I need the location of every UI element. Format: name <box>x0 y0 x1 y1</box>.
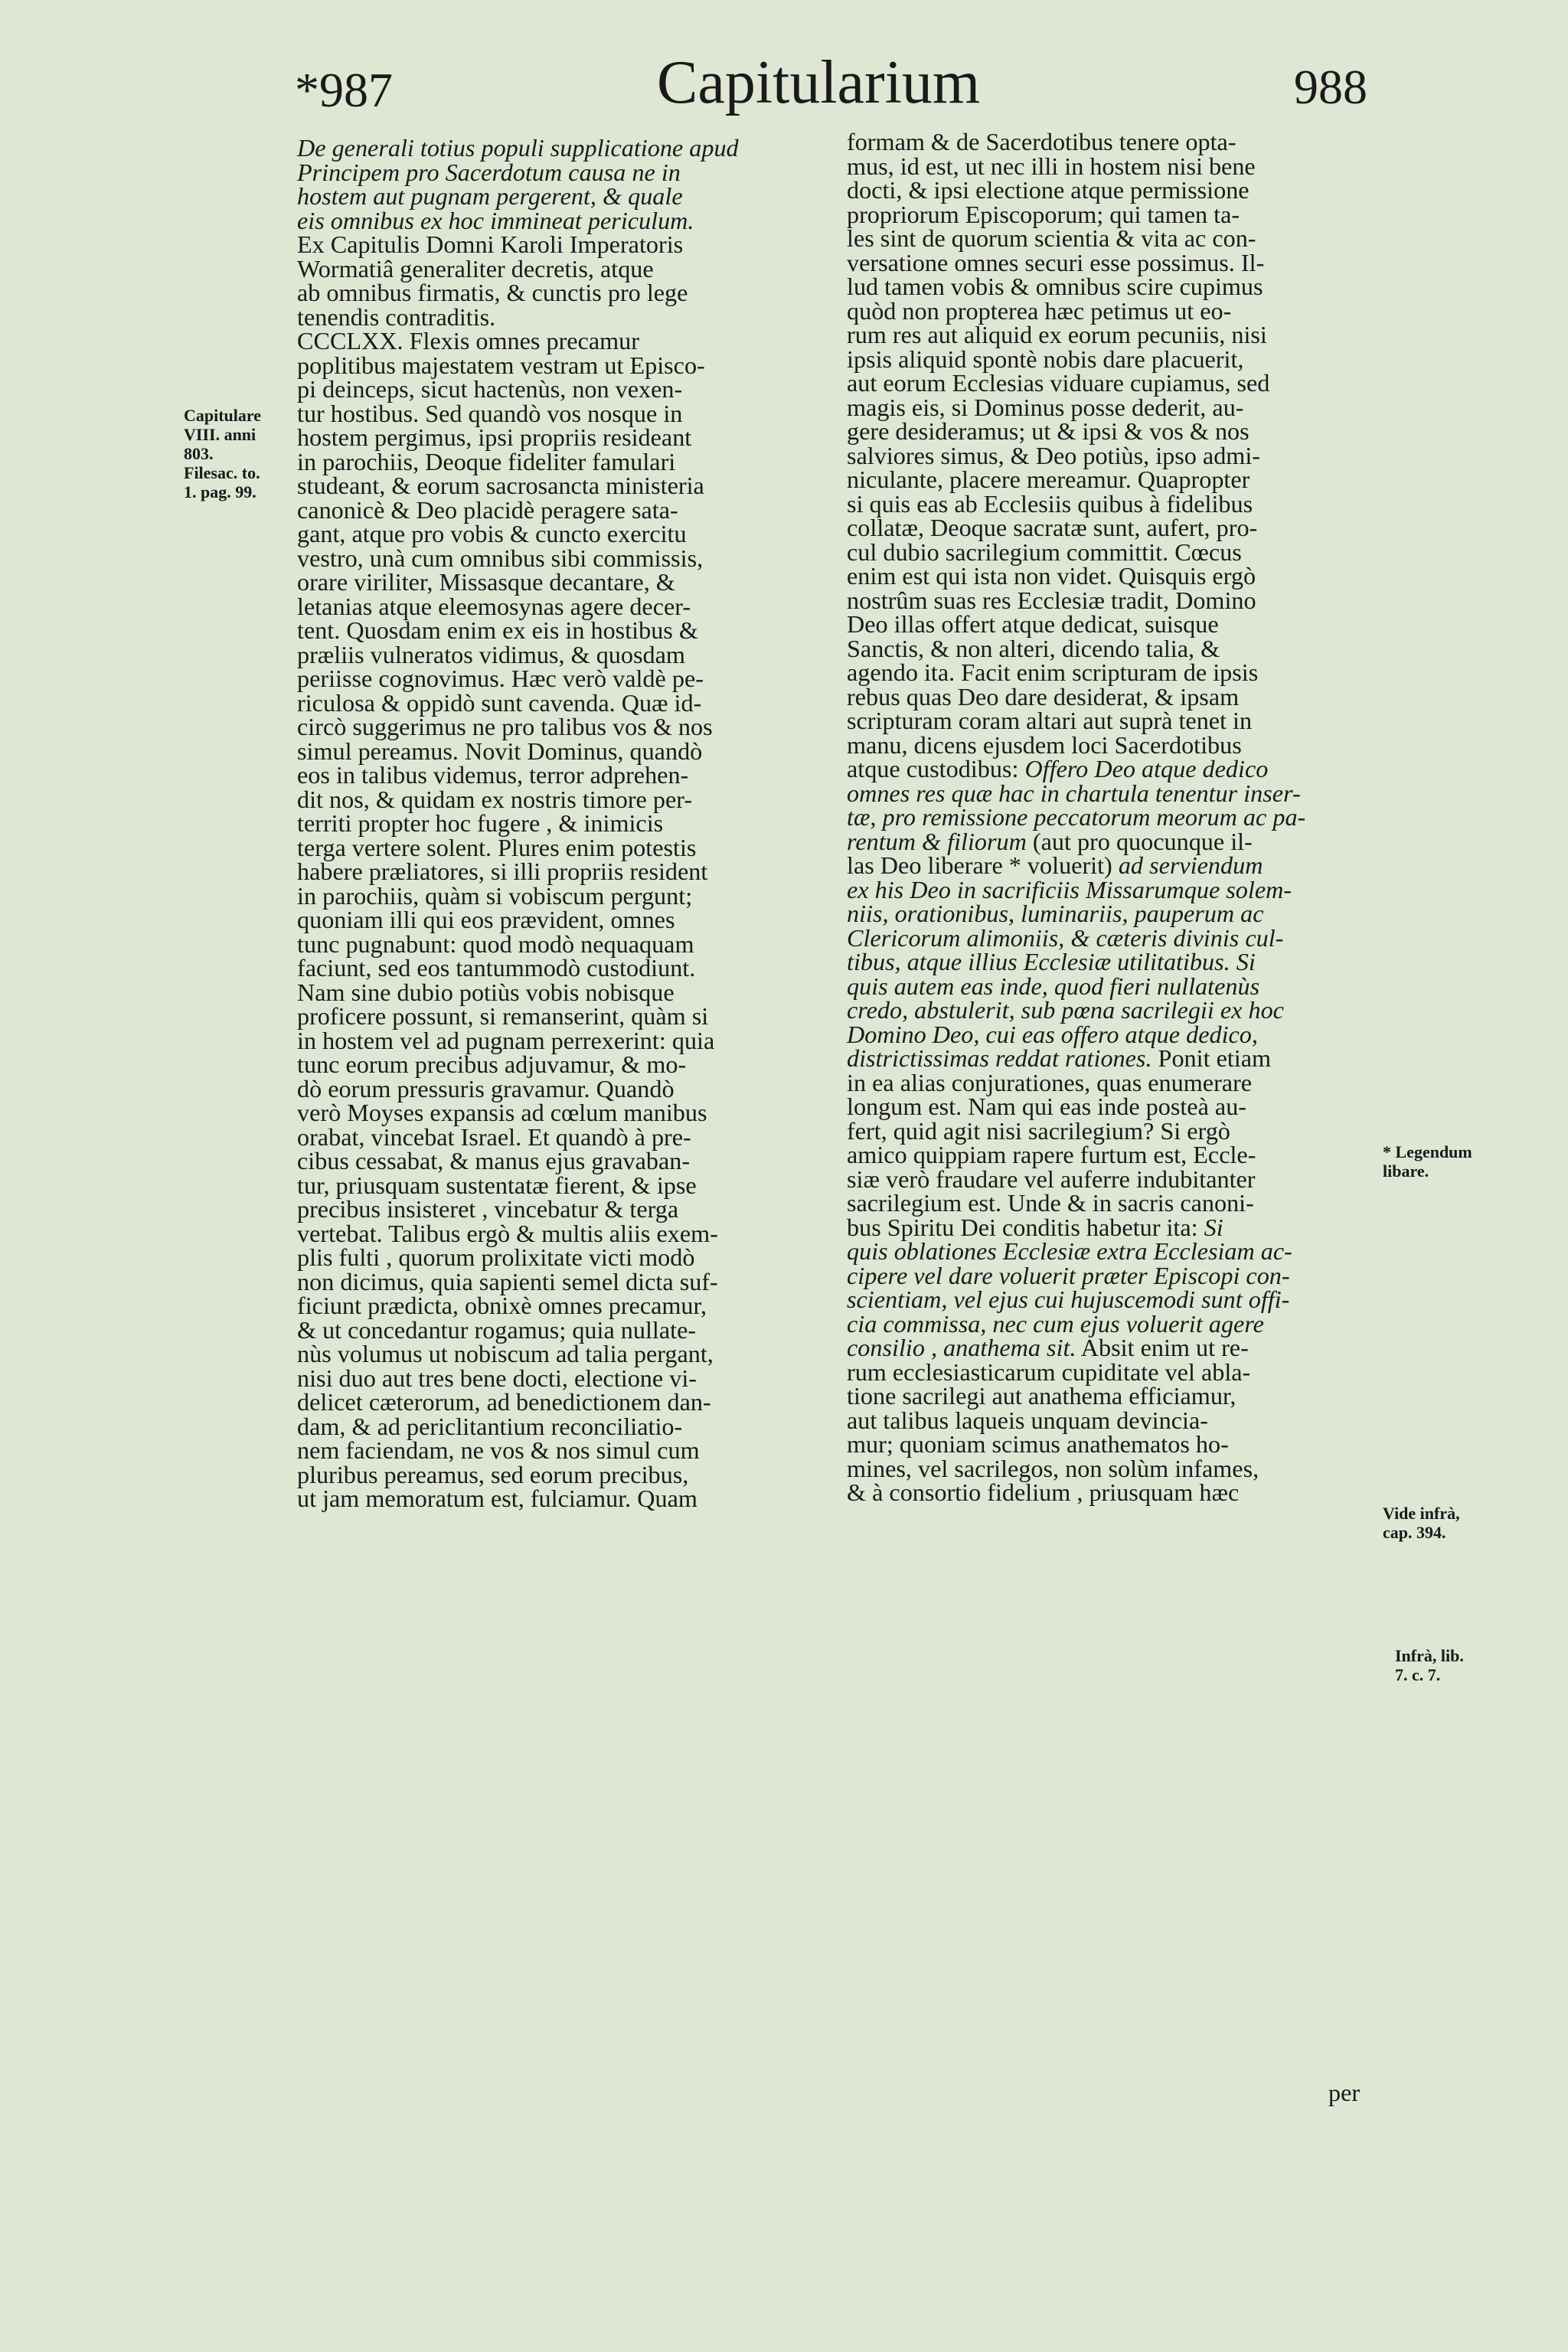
right-column-line: gere desideramus; ut & ipsi & vos & nos <box>847 417 1250 445</box>
right-column-line: Clericorum alimoniis, & cæteris divinis cul- <box>847 923 1284 952</box>
left-column-line: habere præliatores, si illi propriis resident <box>297 858 708 885</box>
right-column-line: rum res aut aliquid ex eorum pecuniis, nisi <box>847 321 1267 348</box>
left-column-line: plis fulti , quorum prolixitate victi modò <box>297 1243 695 1271</box>
left-column-line: & ut concedantur rogamus; quia nullate- <box>297 1315 697 1344</box>
right-column-line: formam & de Sacerdotibus tenere opta- <box>847 128 1236 155</box>
right-column-line: scripturam coram altari aut suprà tenet in <box>847 707 1253 734</box>
running-title: Capitularium <box>657 49 981 116</box>
left-column-line: tunc eorum precibus adjuvamur, & mo- <box>297 1050 687 1078</box>
left-column-line: pi deinceps, sicut hactenùs, non vexen- <box>297 375 683 403</box>
margin-note-left <box>184 406 261 501</box>
right-column-line: les sint de quorum scientia & vita ac con- <box>847 224 1256 252</box>
right-column-line: consilio , anathema sit. Absit enim ut re- <box>847 1334 1249 1361</box>
left-column-line: gant, atque pro vobis & cuncto exercitu <box>297 520 687 547</box>
left-column-line: Principem pro Sacerdotum causa ne in <box>297 158 681 186</box>
left-column-line: quoniam illi qui eos prævident, omnes <box>297 906 675 933</box>
left-column-line: delicet cæterorum, ad benedictionem dan- <box>297 1388 711 1416</box>
right-column-line: longum est. Nam qui eas inde posteà au- <box>847 1093 1247 1120</box>
left-column-line: tunc pugnabunt: quod modò nequaquam <box>297 929 694 958</box>
right-column-line: tione sacrilegi aut anathema efficiamur, <box>847 1382 1236 1410</box>
left-column-line: præliis vulneratos vidimus, & quosdam <box>297 640 685 668</box>
left-column-line: terga vertere solent. Plures enim potestis <box>297 833 697 861</box>
left-column-line: hostem aut pugnam pergerent, & quale <box>297 182 683 210</box>
left-column-line: tur, priusquam sustentatæ fierent, & ipse <box>297 1171 697 1199</box>
right-column-line: propriorum Episcoporum; qui tamen ta- <box>847 200 1240 228</box>
right-column-line: lud tamen vobis & omnibus scire cupimus <box>847 273 1263 300</box>
right-column-line: fert, quid agit nisi sacrilegium? Si ergò <box>847 1116 1230 1145</box>
right-column-line: enim est qui ista non videt. Quisquis ergò <box>847 562 1256 590</box>
left-column-line: tent. Quosdam enim ex eis in hostibus & <box>297 616 698 644</box>
left-column-line: non dicimus, quia sapienti semel dicta suf- <box>297 1267 718 1295</box>
margin-note-line: libare. <box>1383 1161 1429 1181</box>
margin-note-line: * Legendum <box>1383 1142 1472 1161</box>
right-column-line: rentum & filiorum (aut pro quocunque il- <box>847 827 1253 855</box>
left-column-line: proficere possunt, si remanserint, quàm si <box>297 1002 709 1030</box>
right-column-line: credo, abstulerit, sub pœna sacrilegii ex hoc <box>847 996 1284 1024</box>
left-column-line: eis omnibus ex hoc immineat periculum. <box>297 206 694 234</box>
right-column-line: versatione omnes securi esse possimus. Il- <box>847 248 1265 276</box>
right-column-line: siæ verò fraudare vel auferre indubitanter <box>847 1165 1256 1193</box>
right-column-line: & à consortio fidelium , priusquam hæc <box>847 1478 1240 1506</box>
left-column-line: simul pereamus. Novit Dominus, quandò <box>297 737 703 765</box>
margin-note-vide <box>1383 1504 1460 1542</box>
right-column-line: bus Spiritu Dei conditis habetur ita: Si <box>847 1213 1223 1241</box>
left-column-line: dam, & ad periclitantium reconciliatio- <box>297 1412 683 1440</box>
left-column-line: orare viriliter, Missasque decantare, & <box>297 568 675 596</box>
left-column-line: orabat, vincebat Israel. Et quandò à pre- <box>297 1122 691 1151</box>
left-column-line: circò suggerimus ne pro talibus vos & nos <box>297 713 713 740</box>
left-column-line: riculosa & oppidò sunt cavenda. Quæ id- <box>297 688 702 717</box>
left-column-line: poplitibus majestatem vestram ut Episco- <box>297 351 705 379</box>
right-column-line: cipere vel dare voluerit præter Episcopi con- <box>847 1261 1290 1289</box>
left-column-line: periisse cognovimus. Hæc verò valdè pe- <box>297 665 704 692</box>
margin-note-line: Filesac. to. <box>184 463 260 482</box>
left-column-line: dò eorum pressuris gravamur. Quandò <box>297 1074 675 1102</box>
right-column-line: tæ, pro remissione peccatorum meorum ac pa- <box>847 803 1306 831</box>
margin-note-line: VIII. anni <box>184 425 256 444</box>
right-column-line: nostrûm suas res Ecclesiæ tradit, Domino <box>847 586 1256 614</box>
right-column-line: omnes res quæ hac in chartula tenentur inser- <box>847 779 1301 807</box>
right-column-line: Sanctis, & non alteri, dicendo talia, & <box>847 634 1220 662</box>
right-column-line: ex his Deo in sacrificiis Missarumque solem- <box>847 875 1292 903</box>
catchword: per <box>1328 2079 1361 2106</box>
page-number-right: 988 <box>1294 60 1367 114</box>
margin-note-line: Infrà, lib. <box>1395 1646 1464 1665</box>
left-column-line: vertebat. Talibus ergò & multis aliis exem- <box>297 1219 718 1247</box>
right-column-line: agendo ita. Facit enim scripturam de ipsis <box>847 658 1259 686</box>
left-column-line: in hostem vel ad pugnam perrexerint: quia <box>297 1026 715 1054</box>
right-column-line: quis oblationes Ecclesiæ extra Ecclesiam ac- <box>847 1237 1292 1265</box>
right-column-line: rebus quas Deo dare desiderat, & ipsam <box>847 682 1240 710</box>
left-column-line: nùs volumus ut nobiscum ad talia pergant, <box>297 1340 714 1367</box>
right-column-line: niis, orationibus, luminariis, pauperum ac <box>847 900 1264 927</box>
right-column-line: Domino Deo, cui eas offero atque dedico, <box>847 1020 1258 1048</box>
right-column-line: in ea alias conjurationes, quas enumerare <box>847 1068 1253 1096</box>
left-column-line: CCCLXX. Flexis omnes precamur <box>297 327 639 354</box>
left-column-line: ut jam memoratum est, fulciamur. Quam <box>297 1485 697 1512</box>
right-column-line: aut eorum Ecclesias viduare cupiamus, sed <box>847 369 1270 397</box>
left-column-line: Wormatiâ generaliter decretis, atque <box>297 254 654 283</box>
right-column-line: collatæ, Deoque sacratæ sunt, aufert, pro- <box>847 514 1258 541</box>
right-column-line: districtissimas reddat rationes. Ponit etiam <box>847 1044 1272 1072</box>
left-column-line: dit nos, & quidam ex nostris timore per- <box>297 785 693 813</box>
right-column-line: quòd non propterea hæc petimus ut eo- <box>847 296 1232 325</box>
left-column-line: territi propter hoc fugere , & inimicis <box>297 809 664 837</box>
right-column-line: aut talibus laqueis unquam devincia- <box>847 1406 1208 1434</box>
margin-note-line: Vide infrà, <box>1383 1504 1460 1523</box>
margin-note-legendum <box>1383 1142 1472 1181</box>
margin-note-infra <box>1395 1646 1464 1684</box>
right-column-line: mur; quoniam scimus anathematos ho- <box>847 1430 1229 1458</box>
page-number-left: *987 <box>295 63 393 117</box>
right-column-line: cul dubio sacrilegium committit. Cœcus <box>847 537 1242 566</box>
left-column-line: letanias atque eleemosynas agere decer- <box>297 592 691 620</box>
left-column-line: nisi duo aut tres bene docti, electione vi- <box>297 1364 697 1392</box>
right-column-line: niculante, placere mereamur. Quapropter <box>847 466 1250 493</box>
left-column-line: De generali totius populi supplicatione apud <box>297 134 739 162</box>
right-column-line: manu, dicens ejusdem loci Sacerdotibus <box>847 730 1242 759</box>
right-column-line: sacrilegium est. Unde & in sacris canoni- <box>847 1189 1254 1217</box>
left-column-line: faciunt, sed eos tantummodò custodiunt. <box>297 954 696 982</box>
right-text-column <box>847 130 1375 1505</box>
left-column-line: ficiunt prædicta, obnixè omnes precamur, <box>297 1292 707 1319</box>
right-column-line: scientiam, vel ejus cui hujuscemodi sunt offi- <box>847 1285 1290 1313</box>
right-column-line: si quis eas ab Ecclesiis quibus à fidelibus <box>847 489 1253 518</box>
right-column-line: atque custodibus: Offero Deo atque dedico <box>847 755 1269 782</box>
right-column-line: Deo illas offert atque dedicat, suisque <box>847 610 1219 638</box>
left-text-column <box>297 136 818 1511</box>
right-column-line: magis eis, si Dominus posse dederit, au- <box>847 393 1244 421</box>
right-column-line: mus, id est, ut nec illi in hostem nisi bene <box>847 152 1256 180</box>
left-column-line: tenendis contraditis. <box>297 302 496 331</box>
left-column-line: studeant, & eorum sacrosancta ministeria <box>297 472 704 499</box>
margin-note-line: 1. pag. 99. <box>184 482 256 501</box>
right-column-line: ipsis aliquid spontè nobis dare placuerit, <box>847 345 1244 373</box>
right-column-line: cia commissa, nec cum ejus voluerit agere <box>847 1309 1264 1338</box>
left-column-line: vestro, unà cum omnibus sibi commissis, <box>297 544 704 572</box>
right-column-line: mines, vel sacrilegos, non solùm infames, <box>847 1454 1259 1482</box>
left-column-line: in parochiis, quàm si vobiscum pergunt; <box>297 881 693 910</box>
right-column-line: las Deo liberare * voluerit) ad serviendum <box>847 851 1263 879</box>
left-column-line: pluribus pereamus, sed eorum precibus, <box>297 1460 689 1488</box>
left-column-line: Nam sine dubio potiùs vobis nobisque <box>297 978 675 1006</box>
margin-note-line: 803. <box>184 444 214 463</box>
left-column-line: Ex Capitulis Domni Karoli Imperatoris <box>297 230 684 258</box>
left-column-line: in parochiis, Deoque fideliter famulari <box>297 447 676 475</box>
right-column-line: salviores simus, & Deo potiùs, ipso admi- <box>847 441 1261 469</box>
left-column-line: precibus insisteret , vincebatur & terga <box>297 1195 679 1223</box>
right-column-line: rum ecclesiasticarum cupiditate vel abla- <box>847 1357 1251 1386</box>
left-column-line: tur hostibus. Sed quandò vos nosque in <box>297 399 683 427</box>
right-column-line: amico quippiam rapere furtum est, Eccle- <box>847 1141 1256 1168</box>
left-column-line: ab omnibus firmatis, & cunctis pro lege <box>297 279 688 306</box>
right-column-line: tibus, atque illius Ecclesiæ utilitatibus. Si <box>847 948 1256 975</box>
right-column-line: quis autem eas inde, quod fieri nullatenùs <box>847 972 1260 1000</box>
right-column-line: docti, & ipsi electione atque permissione <box>847 176 1250 204</box>
left-column-line: nem faciendam, ne vos & nos simul cum <box>297 1436 700 1464</box>
left-column-line: eos in talibus videmus, terror adprehen- <box>297 761 689 789</box>
margin-note-line: Capitulare <box>184 406 262 425</box>
left-column-line: hostem pergimus, ipsi propriis resideant <box>297 423 692 451</box>
left-column-line: verò Moyses expansis ad cœlum manibus <box>297 1099 707 1126</box>
margin-note-line: 7. c. 7. <box>1395 1665 1441 1684</box>
left-column-line: canonicè & Deo placidè peragere sata- <box>297 495 678 524</box>
left-column-line: cibus cessabat, & manus ejus gravaban- <box>297 1147 691 1174</box>
margin-note-line: cap. 394. <box>1383 1523 1446 1542</box>
